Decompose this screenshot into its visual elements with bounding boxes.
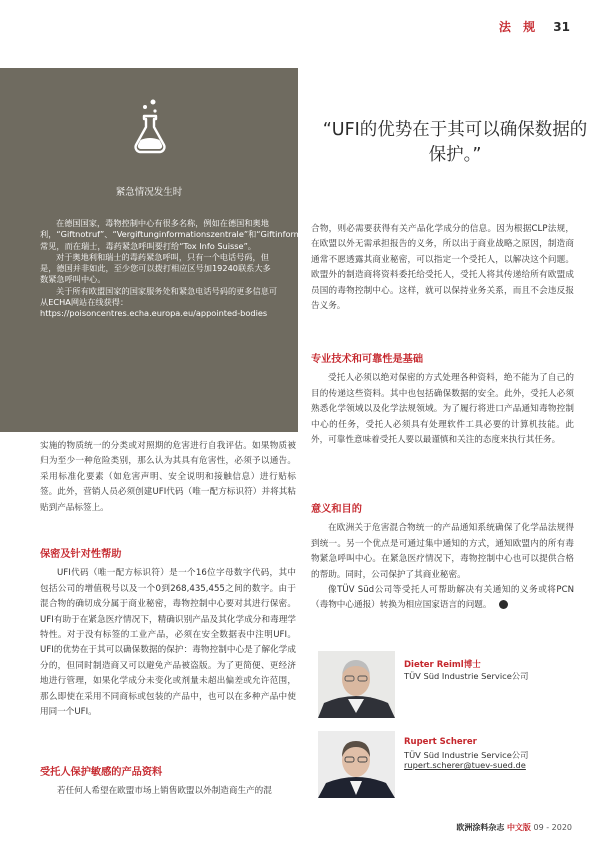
author-email-link[interactable]: rupert.scherer@tuev-sued.de: [404, 760, 526, 770]
page-header: [499, 18, 570, 35]
end-of-article-icon: ‹: [499, 600, 508, 609]
box-text: [40, 218, 374, 320]
body-paragraph: 受托人必须以绝对保密的方式处理各种资料，绝不能为了自己的目的传递这些资料。其中也包括确保数据的安全。此外，受托人必须熟悉化学领域以及化学法规领域。为了履行将进口产品通知毒物控制中心的任务，受托人必须具有处理软件工具必要的计算机技能。此外，可靠性意味着受托人要以最谨慎和关注的态度来执行其任务。: [311, 373, 574, 446]
right-column-top: [311, 222, 574, 314]
author-name: Dieter Reiml博士: [404, 660, 481, 670]
author-organization: TÜV Süd Industrie Service公司: [404, 671, 529, 681]
box-paragraph: 关于所有欧盟国家的国家服务处和紧急电话号码的更多信息可从ECHA网站在线获得：https://poisoncentres.echa.europa.eu/appointed-bodies: [40, 285, 278, 319]
right-column-mid: [311, 352, 574, 448]
right-column-bottom: [311, 502, 574, 614]
box-title: 紧急情况发生时: [115, 187, 183, 198]
page-number: 31: [553, 20, 570, 34]
body-paragraph-text: 像TÜV Süd公司等受托人可帮助解决有关通知的义务或将PCN（毒物中心通报）转换为相应国家语言的问题。: [311, 585, 574, 611]
pull-quote: “UFI的优势在于其可以确保数据的保护。”: [322, 120, 588, 165]
flask-icon: [128, 98, 172, 158]
left-column-intro: [40, 439, 296, 516]
author-photo: [318, 731, 395, 798]
left-column-mid: [40, 547, 296, 720]
body-paragraph: [311, 583, 574, 614]
body-paragraph: UFI代码（唯一配方标识符）是一个16位字母数字代码，其中包括公司的增值税号以及一个0到268,435,455之间的数字。由于混合物的确切成分属于商业秘密，毒物控制中心要对其进行保密。UFI有助于在紧急医疗情况下，精确识别产品及其化学成分和毒理学特性。对于没有标签的工业产品，必须在安全数据表中注明UFI。UFI的优势在于其可以确保数据的保护：毒物控制中心是了解化学成分的，但同时制造商又可以避免产品被盗版。为了更简便、更经济地进行管理，如果化学成分未变化或剂量未超出偏差或允许范围，那么即使在采用不同商标或包装的产品中，也可以在多种产品中使用同一个UFI。: [40, 568, 296, 718]
section-heading: 专业技术和可靠性是基础: [311, 354, 424, 365]
section-name: 法 规: [498, 20, 540, 34]
left-column-bottom: [40, 765, 296, 800]
section-heading: 意义和目的: [311, 504, 362, 515]
body-paragraph: 在欧洲关于危害混合物统一的产品通知系统确保了化学品法规得到统一。另一个优点是可通过集中通知的方式，通知欧盟内的所有毒物紧急呼叫中心。在紧急医疗情况下，毒物控制中心也可以提供合格的帮助。同时，公司保护了其商业秘密。: [311, 523, 574, 580]
edition-label: 中文版: [506, 823, 531, 832]
author-photo: [318, 651, 395, 718]
issue-number: 09 - 2020: [533, 823, 572, 832]
section-heading: 保密及针对性帮助: [40, 549, 122, 560]
body-paragraph: 若任何人希望在欧盟市场上销售欧盟以外制造商生产的混: [57, 786, 272, 797]
body-paragraph: 合物，则必需要获得有关产品化学成分的信息。因为根据CLP法规，在欧盟以外无需承担报告的义务，所以出于商业战略之原因，制造商通常不愿透露其商业秘密，可以指定一个受托人，以解决这个问题。欧盟外的制造商将资料委托给受托人，受托人将其传递给所有欧盟成员国的毒物控制中心。这样，就可以保持业务关系，而且不会违反报告义务。: [311, 224, 574, 312]
body-paragraph: 实施的物质统一的分类或对照期的危害进行自我评估。如果物质被归为至少一种危险类别，那么认为其具有危害性，必须予以通告。采用标准化要素（如危害声明、安全说明和接触信息）进行贴标签。此外，营销人员必须创建UFI代码（唯一配方标识符）并将其粘贴到产品标签上。: [40, 441, 296, 513]
box-paragraph: 对于奥地利和瑞士的毒药紧急呼叫，只有一个电话号码，但是，德国并非如此，至少您可以拨打相应区号加19240联系大多数紧急呼叫中心。: [40, 251, 271, 285]
author-name: Rupert Scherer: [404, 737, 477, 747]
section-heading: 受托人保护敏感的产品资料: [40, 767, 163, 778]
page-footer: [456, 822, 572, 833]
box-paragraph: 在德国国家，毒物控制中心有很多名称，例如在德国和奥地利，“Giftnotruf”、“Vergiftunginformationszentrale”和“Giftinformationszentrum”很常见，而在瑞士，毒药紧急呼叫要打给“Tox Info Suisse”。: [40, 218, 374, 251]
magazine-name: 欧洲涂料杂志: [456, 823, 505, 832]
author-organization: TÜV Süd Industrie Service公司: [404, 750, 529, 760]
